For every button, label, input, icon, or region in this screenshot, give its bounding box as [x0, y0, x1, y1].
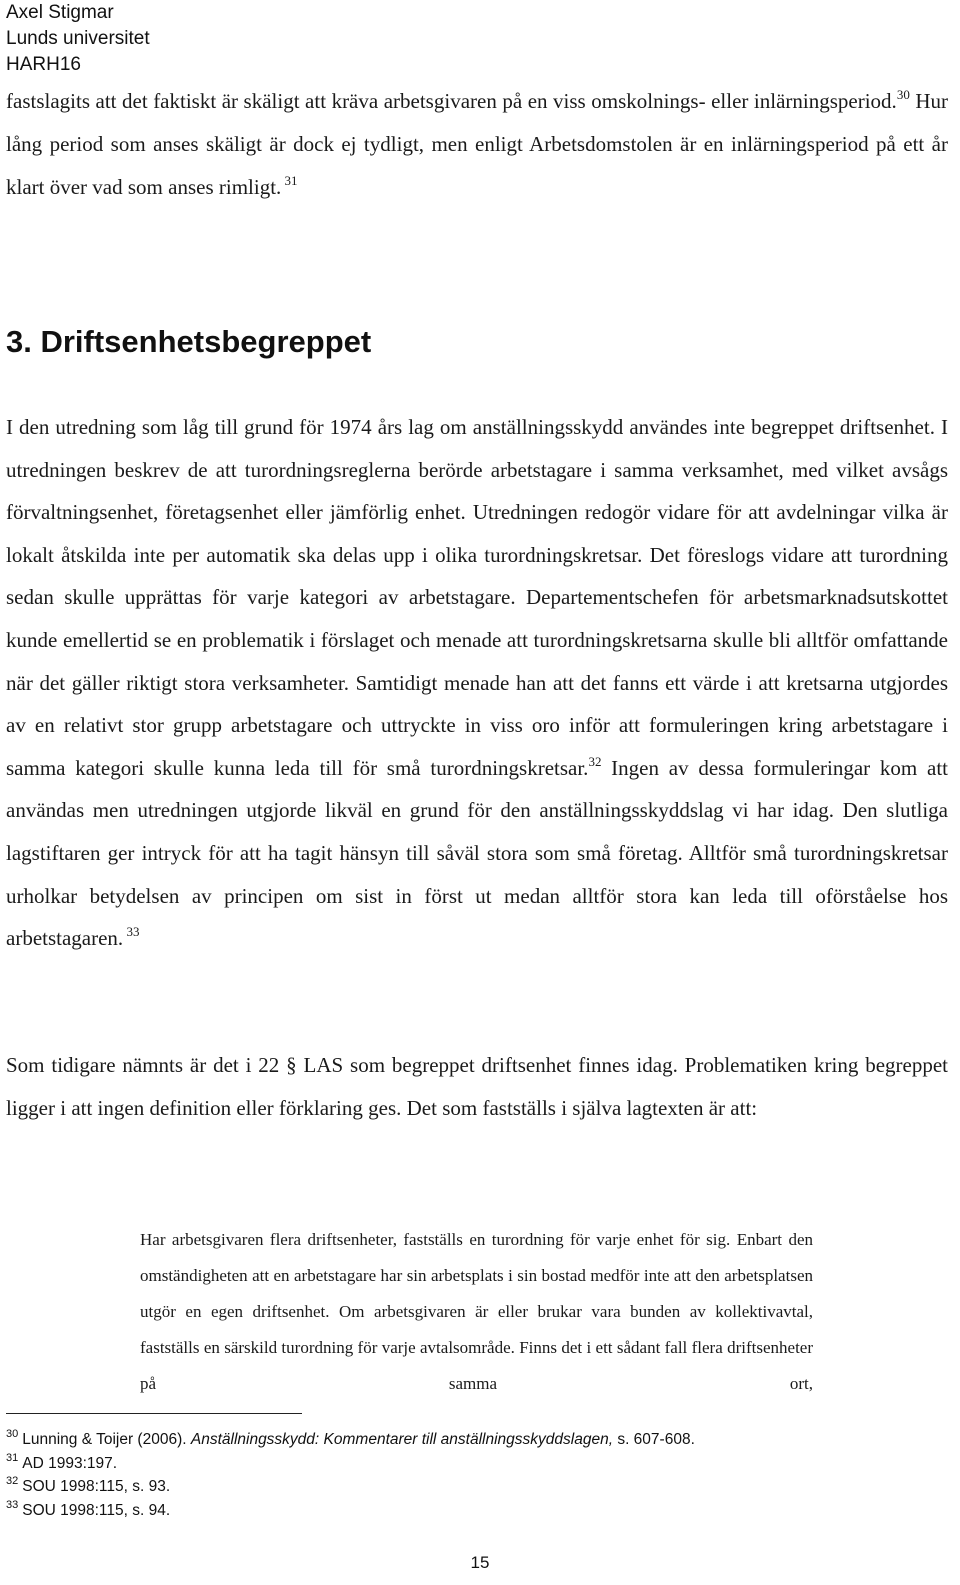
footnote-title: Anställningsskydd: Kommentarer till anställningsskyddslagen,	[190, 1431, 614, 1448]
paragraph-text: I den utredning som låg till grund för 1974 års lag om anställningsskydd användes inte begreppet driftsenhet. I utredningen beskrev de att turordningsreglerna berörde arbetstagare i samma verksamhet, med vilket avsågs förvaltningsenhet, företagsenhet eller jämförlig enhet. Utredningen redogör vidare för att avdelningar vilka är lokalt åtskilda inte per automatik ska delas upp i olika turordningskretsar. Det föreslogs vidare att turordning sedan skulle upprättas för varje kategori av arbetstagare. Departementschefen för arbetsmarknadsutskottet kunde emellertid se en problematik i förslaget och menade att turordningskretsarna skulle bli alltför omfattande när det gäller riktigt stora verksamheter. Samtidigt menade han att det fanns ett värde i att kretsarna utgjordes av en relativt stor grupp arbetstagare och uttryckte in viss oro inför att formuleringen kring arbetstagare i samma kategori skulle kunna leda till för små turordningskretsar.	[6, 415, 948, 780]
section-heading: 3. Driftsenhetsbegreppet	[6, 324, 372, 359]
footnote-number: 30	[6, 1428, 19, 1440]
continued-paragraph	[6, 80, 948, 209]
footnote-33	[6, 1499, 695, 1523]
footnote-text: AD 1993:197.	[22, 1454, 118, 1472]
footnote-text: SOU 1998:115, s. 94.	[22, 1501, 171, 1519]
footnote-ref-32[interactable]: 32	[588, 753, 602, 769]
footnote-pages: s. 607-608.	[613, 1431, 695, 1448]
footnote-text: Lunning & Toijer (2006).	[22, 1431, 191, 1448]
paragraph-text: Ingen av dessa formuleringar kom att användas men utredningen utgjorde likväl en grund för den anställningsskyddslag vi har idag. Den slutliga lagstiftaren ger intryck för att ha tagit hänsyn till såväl stora som små företag. Alltför små turordningskretsar urholkar betydelsen av principen om sist in först ut medan alltför stora kan leda till oförståelse hos arbetstagaren.	[6, 755, 948, 951]
footnote-text: SOU 1998:115, s. 93.	[22, 1478, 171, 1495]
footnote-ref-30[interactable]: 30	[896, 87, 910, 102]
header-course: HARH16	[6, 54, 81, 75]
footnote-ref-33[interactable]: 33	[123, 924, 140, 940]
footnotes	[6, 1428, 695, 1522]
paragraph-text: fastslagits att det faktiskt är skäligt att kräva arbetsgivaren på en viss omskolnings- eller inlärningsperiod.	[6, 89, 897, 113]
footnote-30	[6, 1428, 695, 1452]
page-number: 15	[470, 1553, 490, 1572]
footnote-number: 31	[6, 1451, 19, 1464]
paragraph-driftsenhet-history	[6, 406, 948, 960]
header-university: Lunds universitet	[6, 28, 150, 49]
header-author: Axel Stigmar	[6, 2, 114, 23]
paragraph-las-22: Som tidigare nämnts är det i 22 § LAS som begreppet driftsenhet finnes idag. Problematiken kring begreppet ligger i att ingen definition eller förklaring ges. Det som fastställs i själva lagtexten är att:	[6, 1053, 948, 1120]
footnote-separator	[6, 1413, 302, 1414]
footnote-number: 33	[6, 1498, 19, 1511]
paragraph-text: Hur lång period som anses skäligt är dock ej tydligt, men enligt Arbetsdomstolen är en inlärningsperiod på ett år klart över vad som anses rimligt.	[6, 89, 948, 199]
footnote-32	[6, 1475, 695, 1499]
footnote-number: 32	[6, 1475, 19, 1487]
footnote-ref-31[interactable]: 31	[281, 173, 298, 188]
footnote-31	[6, 1452, 695, 1476]
running-header	[6, 0, 150, 78]
block-quote-lagtext: Har arbetsgivaren flera driftsenheter, fastställs en turordning för varje enhet för sig. Enbart den omständigheten att en arbetstagare har sin arbetsplats i sin bostad medför inte att den arbetsplatsen utgör en egen driftsenhet. Om arbetsgivaren är eller brukar vara bunden av kollektivavtal, fastställs en särskild turordning för varje avtalsområde. Finns det i ett sådant fall flera driftsenheter på samma ort,	[140, 1230, 813, 1393]
